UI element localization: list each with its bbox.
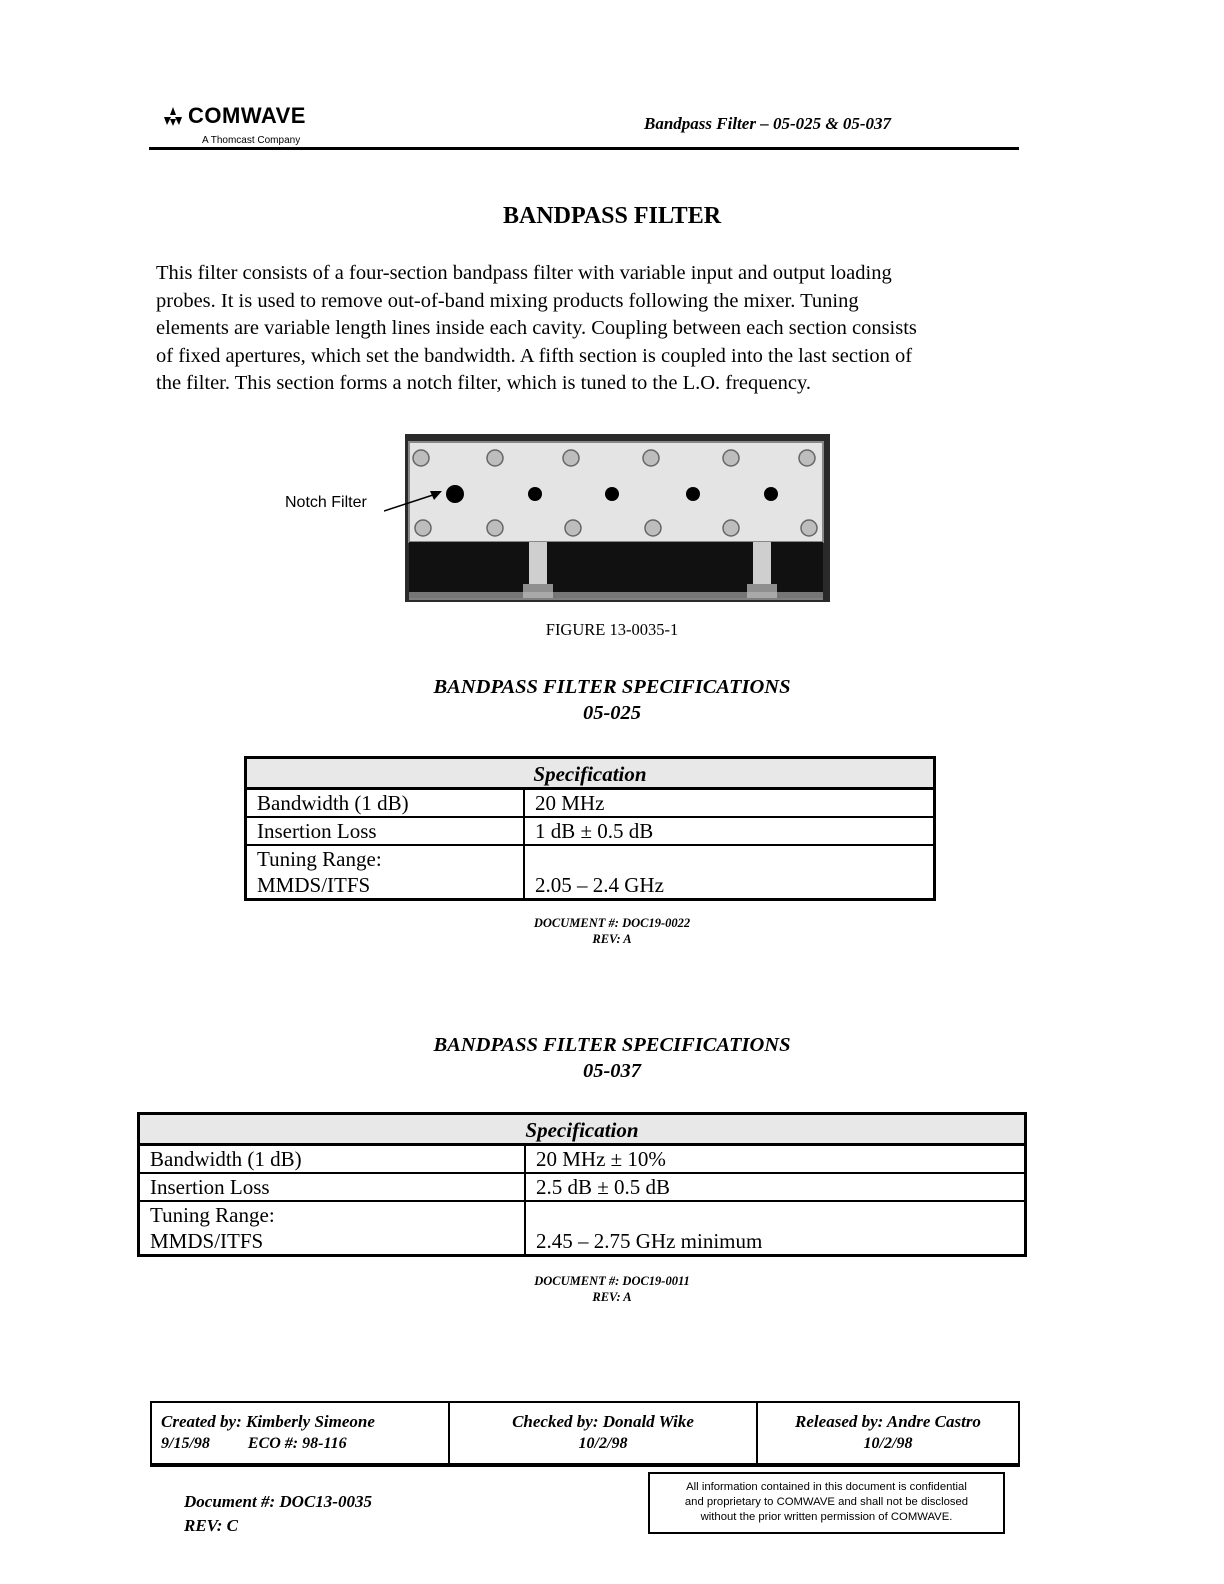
spec-value: 1 dB ± 0.5 dB <box>524 817 935 845</box>
table-row <box>139 1145 1026 1174</box>
callout-arrow <box>384 486 450 516</box>
spec-label <box>246 845 525 900</box>
page-title: BANDPASS FILTER <box>502 203 722 229</box>
company-name: COMWAVE <box>188 103 306 128</box>
spec-label: Bandwidth (1 dB) <box>246 789 525 818</box>
created-meta <box>161 1433 448 1455</box>
created-cell <box>152 1403 450 1463</box>
spec-label: Bandwidth (1 dB) <box>139 1145 526 1174</box>
spec-label: Insertion Loss <box>139 1173 526 1201</box>
confidential-line: without the prior written permission of COMWAVE. <box>700 1511 953 1523</box>
spec-b-docref <box>0 1273 1224 1305</box>
table-row <box>139 1173 1026 1201</box>
spec-value: 2.45 – 2.75 GHz minimum <box>525 1201 1026 1256</box>
created-by: Created by: Kimberly Simeone <box>161 1412 375 1431</box>
spec-b-doc: DOCUMENT #: DOC19-0011 <box>534 1274 690 1288</box>
spec-a-table <box>244 756 936 901</box>
checked-by: Checked by: Donald Wike <box>512 1412 694 1431</box>
document-rev: REV: C <box>184 1516 239 1535</box>
intro-line: of fixed apertures, which set the bandwidth. A fifth section is coupled into the last section of <box>156 344 913 367</box>
intro-line: the filter. This section forms a notch filter, which is tuned to the L.O. frequency. <box>156 372 812 394</box>
spec-b-header: Specification <box>139 1114 1026 1145</box>
table-row <box>246 845 935 900</box>
confidential-notice <box>648 1472 1005 1534</box>
company-logo <box>162 103 362 151</box>
spec-a-docref <box>0 915 1224 947</box>
spec-label-line: MMDS/ITFS <box>150 1229 264 1253</box>
spec-b-table <box>137 1112 1027 1257</box>
spec-label-line: MMDS/ITFS <box>257 873 371 897</box>
spec-a-doc: DOCUMENT #: DOC19-0022 <box>533 916 691 930</box>
spec-b-model: 05-037 <box>582 1060 642 1082</box>
confidential-line: and proprietary to COMWAVE and shall not be disclosed <box>684 1496 969 1508</box>
spec-b-title: BANDPASS FILTER SPECIFICATIONS <box>433 1034 791 1056</box>
document-number-block <box>184 1490 372 1538</box>
spec-label-line: Tuning Range: <box>150 1203 275 1227</box>
intro-line: This filter consists of a four-section bandpass filter with variable input and output loading <box>156 262 892 284</box>
spec-a-heading <box>0 674 1224 726</box>
figure-caption: FIGURE 13-0035-1 <box>545 620 679 639</box>
spec-a-rev: REV: A <box>592 932 632 946</box>
intro-paragraph <box>156 260 1024 398</box>
spec-value: 20 MHz <box>524 789 935 818</box>
header-doc-title: Bandpass Filter – 05-025 & 05-037 <box>644 114 891 133</box>
spec-a-title: BANDPASS FILTER SPECIFICATIONS <box>433 676 791 698</box>
spec-value: 2.5 dB ± 0.5 dB <box>525 1173 1026 1201</box>
spec-b-heading <box>0 1032 1224 1084</box>
intro-line: probes. It is used to remove out-of-band mixing products following the mixer. Tuning <box>156 289 859 312</box>
header-rule <box>149 147 1019 150</box>
released-cell <box>758 1403 1018 1463</box>
spec-value: 20 MHz ± 10% <box>525 1145 1026 1174</box>
spec-label-line: Tuning Range: <box>257 847 382 871</box>
notch-filter-callout: Notch Filter <box>285 494 367 511</box>
checked-date: 10/2/98 <box>578 1435 628 1452</box>
table-row <box>246 789 935 818</box>
table-row <box>139 1201 1026 1256</box>
spec-label <box>139 1201 526 1256</box>
intro-line: elements are variable length lines inside each cavity. Coupling between each section consists <box>156 317 917 339</box>
approval-block <box>150 1401 1020 1467</box>
company-subtitle: A Thomcast Company <box>202 135 301 146</box>
checked-cell <box>450 1403 758 1463</box>
created-date: 9/15/98 <box>161 1435 210 1452</box>
filter-photo <box>405 434 830 602</box>
spec-value: 2.05 – 2.4 GHz <box>524 845 935 900</box>
confidential-line: All information contained in this document is confidential <box>686 1481 967 1493</box>
spec-a-header: Specification <box>246 758 935 789</box>
eco-number: ECO #: 98-116 <box>247 1435 347 1452</box>
spec-b-rev: REV: A <box>592 1290 632 1304</box>
comwave-logo-icon <box>162 105 184 127</box>
spec-label: Insertion Loss <box>246 817 525 845</box>
released-date: 10/2/98 <box>863 1435 913 1452</box>
document-number: Document #: DOC13-0035 <box>184 1492 372 1511</box>
table-row <box>246 817 935 845</box>
released-by: Released by: Andre Castro <box>795 1412 981 1431</box>
spec-a-model: 05-025 <box>582 702 642 724</box>
